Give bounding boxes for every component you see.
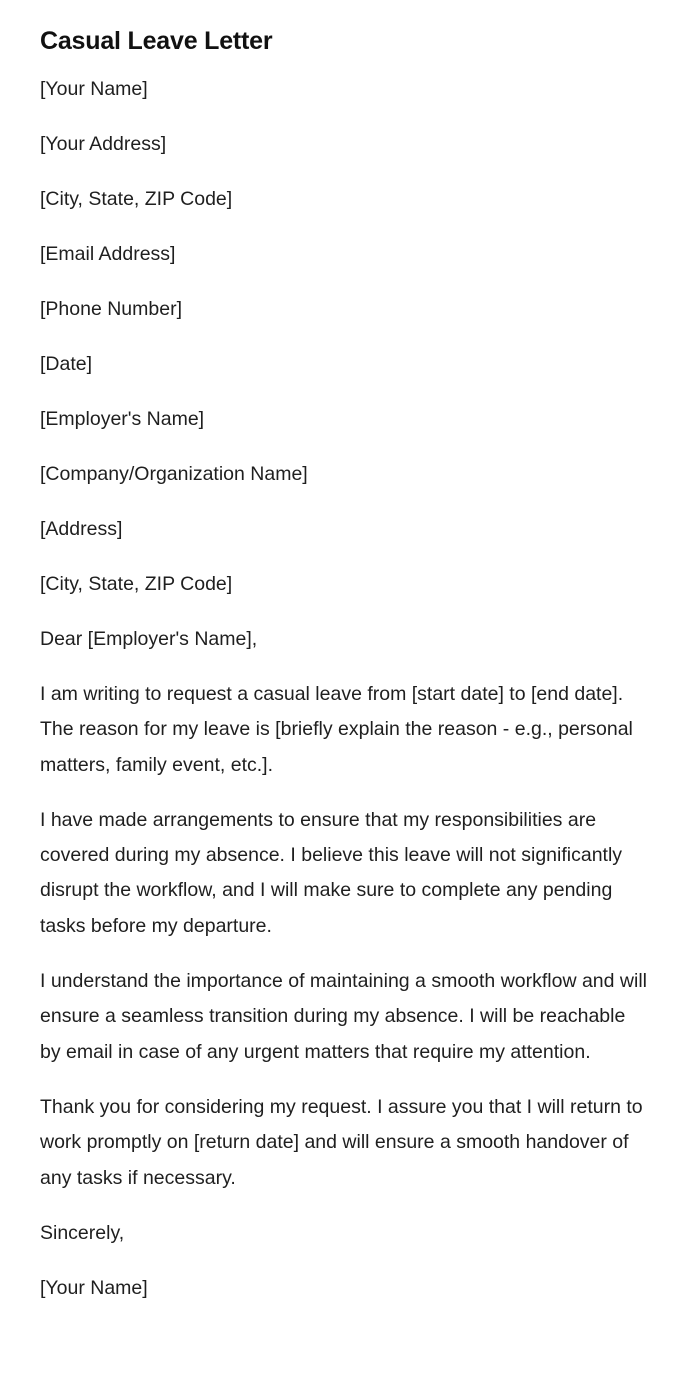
body-paragraph: Thank you for considering my request. I assure you that I will return to work promptly on [return date] and will ensure a smooth handover of any tasks if necessary. [40, 1095, 643, 1189]
recipient-employer-name: [Employer's Name] [40, 408, 205, 430]
closing: Sincerely, [40, 1221, 125, 1244]
signature-name: [Your Name] [40, 1276, 148, 1299]
recipient-city-state-zip: [City, State, ZIP Code] [40, 573, 233, 595]
sender-email: [Email Address] [40, 243, 176, 265]
body-paragraph: I have made arrangements to ensure that my responsibilities are covered during my absence. I believe this leave will not significantly disrupt the workflow, and I will make sure to complete any pending tasks before my departure. [40, 808, 623, 937]
letter-document [40, 24, 650, 1326]
sender-city-state-zip: [City, State, ZIP Code] [40, 188, 233, 210]
sender-address: [Your Address] [40, 133, 167, 155]
salutation: Dear [Employer's Name], [40, 628, 258, 650]
body-paragraph: I understand the importance of maintaining a smooth workflow and will ensure a seamless transition during my absence. I will be reachable by email in case of any urgent matters that require my attention. [40, 970, 647, 1063]
body-paragraph: I am writing to request a casual leave from [start date] to [end date]. The reason for my leave is [briefly explain the reason - e.g., personal matters, family event, etc.]. [40, 683, 633, 776]
document-title: Casual Leave Letter [40, 27, 273, 55]
sender-name: [Your Name] [40, 78, 148, 100]
recipient-company: [Company/Organization Name] [40, 463, 308, 485]
sender-phone: [Phone Number] [40, 298, 182, 320]
recipient-address: [Address] [40, 518, 123, 540]
letter-date: [Date] [40, 353, 93, 375]
